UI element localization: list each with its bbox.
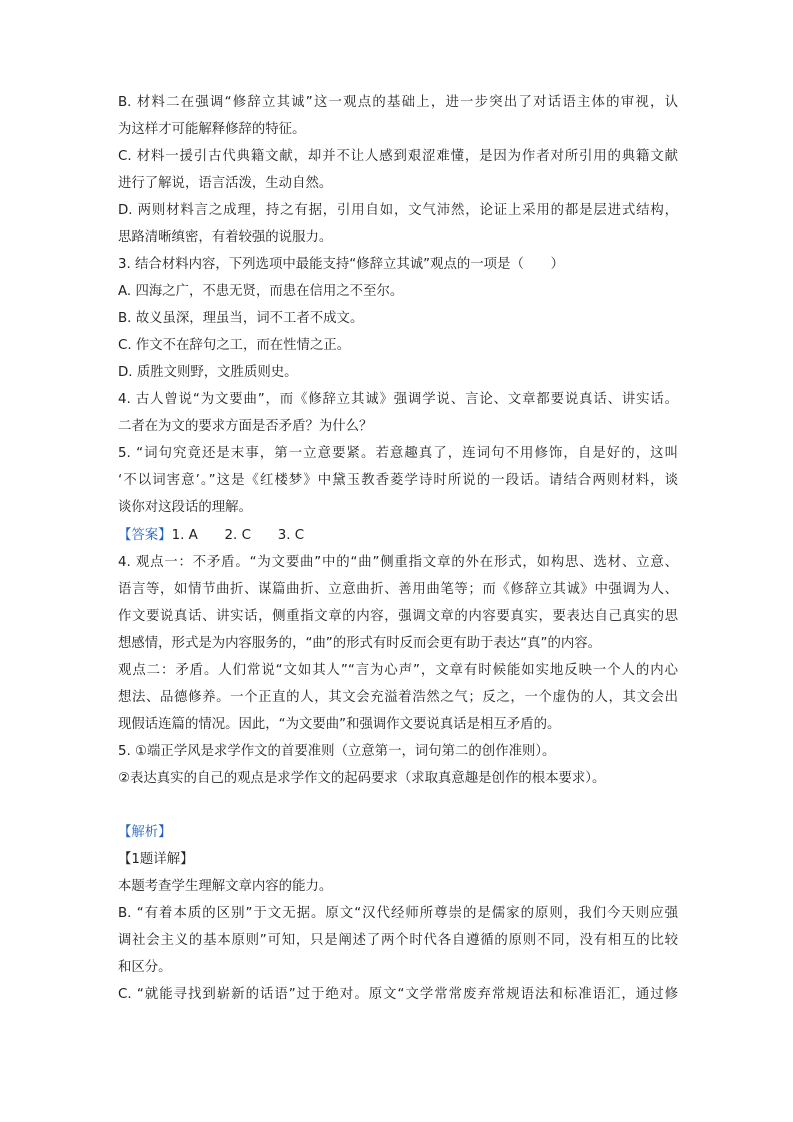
text-line [118,526,678,546]
text-line: B. “有着本质的区别”于文无据。原文“汉代经师所尊崇的是儒家的原则，我们今天则应强 [118,906,678,921]
answer-values: 1. A 2. C 3. C [171,528,305,543]
text-line: D. 质胜文则野，文胜质则史。 [118,365,298,380]
text-line: 本题考查学生理解文章内容的能力。 [118,879,333,894]
text-line: 和区分。 [118,960,172,975]
text-line: 【1题详解】 [118,852,194,867]
text-line: D. 两则材料言之成理，持之有据，引用自如，文气沛然，论证上采用的都是层进式结构， [118,203,678,218]
text-line: 现假话连篇的情况。因此，“为文要曲”和强调作文要说真话是相互矛盾的。 [118,717,561,732]
text-line: 4. 古人曾说“为文要曲”，而《修辞立其诚》强调学说、言论、文章都要说真话、讲实话。 [118,392,678,407]
text-line: 为这样才可能解释修辞的特征。 [118,122,306,137]
text-line: B. 材料二在强调“修辞立其诚”这一观点的基础上，进一步突出了对话语主体的审视，认 [118,95,678,110]
text-line: 谈你对这段话的理解。 [118,500,252,515]
text-line: 4. 观点一：不矛盾。“为文要曲”中的“曲”侧重指文章的外在形式，如构思、选材、立意、 [118,555,678,570]
text-line: 5. “词句究竟还是末事，第一立意要紧。若意趣真了，连词句不用修饰，自是好的，这叫 [118,446,678,461]
text-line: 想感情，形式是为内容服务的，“曲”的形式有时反而会更有助于表达“真”的内容。 [118,636,602,651]
text-line: C. “就能寻找到崭新的话语”过于绝对。原文“文学常常废弃常规语法和标准语汇，通过修 [118,987,678,1002]
text-line: A. 四海之广，不患无贤，而患在信用之不至尔。 [118,284,404,299]
text-line: 3. 结合材料内容，下列选项中最能支持“修辞立其诚”观点的一项是（ ） [118,257,565,272]
text-line: ‘不以词害意’。”这是《红楼梦》中黛玉教香菱学诗时所说的一段话。请结合两则材料，谈 [118,473,678,488]
text-line: 作文要说真话、讲实话，侧重指文章的内容，强调文章的内容要真实，要表达自己真实的思 [118,609,678,624]
text-line: 5. ①端正学风是求学作文的首要准则（立意第一，词句第二的创作准则）。 [118,744,556,759]
text-line: 进行了解说，语言活泼，生动自然。 [118,176,333,191]
text-line: 调社会主义的基本原则”可知，只是阐述了两个时代各自遵循的原则不同，没有相互的比较 [118,933,678,948]
text-line: 想法、品德修养。一个正直的人，其文会充溢着浩然之气；反之，一个虚伪的人，其文会出 [118,690,678,705]
text-line: B. 故义虽深，理虽当，词不工者不成文。 [118,311,364,326]
section-heading: 【解析】 [118,825,172,840]
text-line: 语言等，如情节曲折、谋篇曲折、立意曲折、善用曲笔等；而《修辞立其诚》中强调为人、 [118,582,678,597]
text-line: 思路清晰缜密，有着较强的说服力。 [118,230,333,245]
answer-label: 【答案】 [118,528,172,543]
text-line: C. 作文不在辞句之工，而在性情之正。 [118,338,351,353]
text-line: ②表达真实的自己的观点是求学作文的起码要求（求取真意趣是创作的根本要求）。 [118,771,606,786]
text-line: 观点二：矛盾。人们常说“文如其人”“言为心声”，文章有时候能如实地反映一个人的内心 [118,663,678,678]
text-line: C. 材料一援引古代典籍文献，却并不让人感到艰涩难懂，是因为作者对所引用的典籍文献 [118,149,678,164]
text-line: 二者在为文的要求方面是否矛盾？为什么？ [118,419,373,434]
